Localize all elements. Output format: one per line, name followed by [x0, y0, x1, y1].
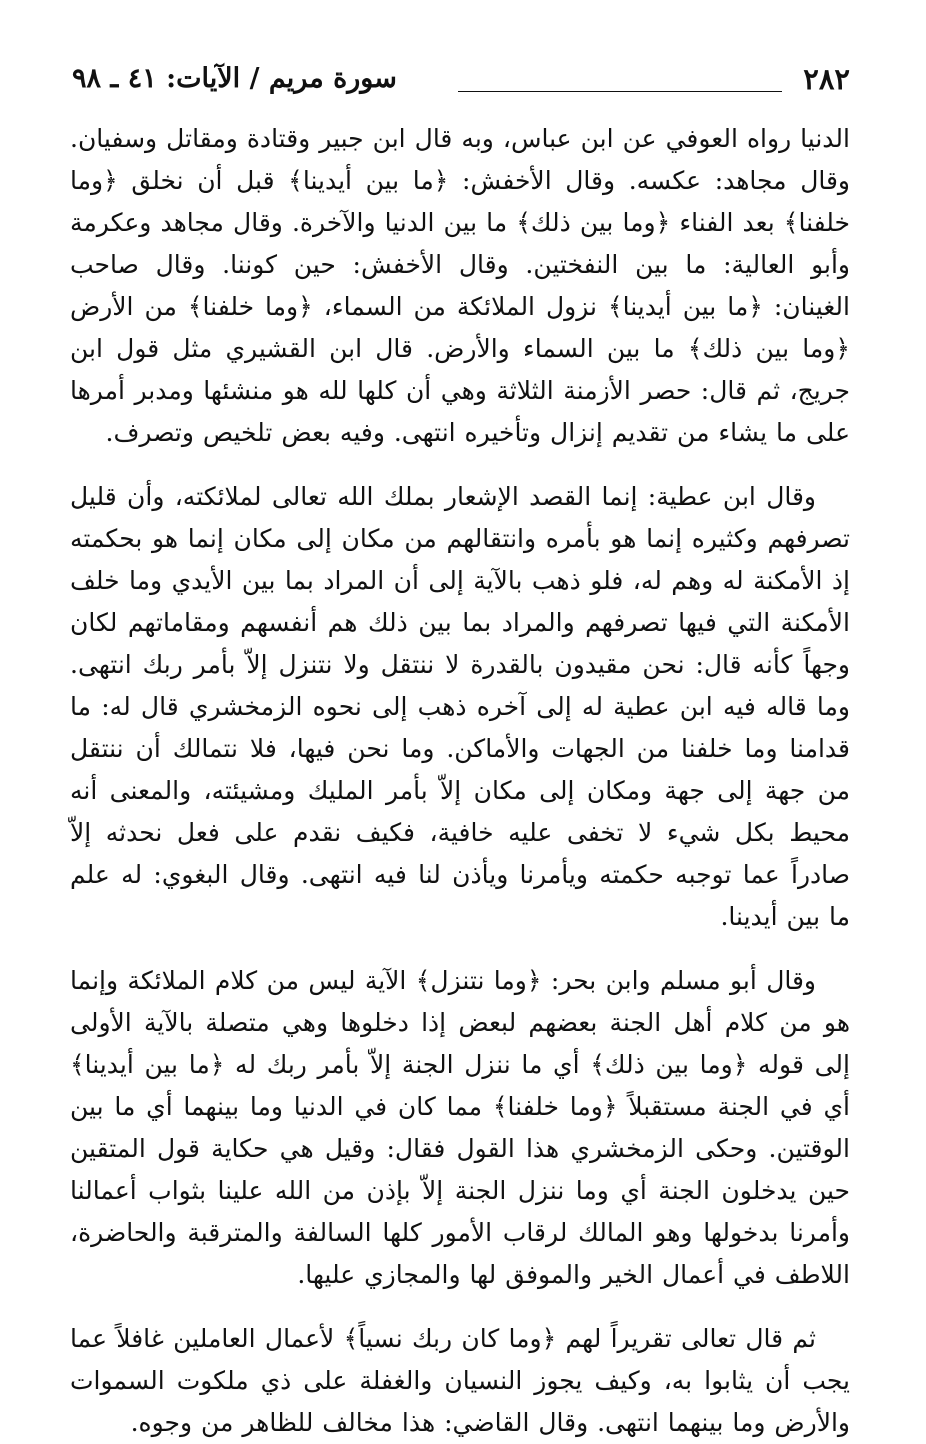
- header-rule: [458, 91, 782, 92]
- body-text: [70, 118, 850, 1444]
- paragraph-gap: [70, 454, 850, 476]
- page-number: ٢٨٢: [803, 62, 850, 96]
- running-head: [72, 58, 850, 102]
- paragraph-3: وقال أبو مسلم وابن بحر: ﴿وما نتنزل﴾ الآية ليس من كلام الملائكة وإنما هو من كلام أهل الجنة بعضهم لبعض إذا دخلوها وهي متصلة بالآية الأولى إلى قوله ﴿وما بين ذلك﴾ أي ما ننزل الجنة إلاّ بأمر ربك له ﴿ما بين أيدينا﴾ أي في الجنة مستقبلاً ﴿وما خلفنا﴾ مما كان في الدنيا وما بينهما أي ما بين الوقتين. وحكى الزمخشري هذا القول فقال: وقيل هي حكاية قول المتقين حين يدخلون الجنة أي وما ننزل الجنة إلاّ بإذن من الله علينا بثواب أعمالنا وأمرنا بدخولها وهو المالك لرقاب الأمور كلها السالفة والمترقبة والحاضرة، اللاطف في أعمال الخير والموفق لها والمجازي عليها.: [70, 966, 850, 1289]
- running-title: سورة مريم / الآيات: ٤١ ـ ٩٨: [72, 63, 397, 94]
- paragraph-gap: [70, 1296, 850, 1318]
- paragraph-4: ثم قال تعالى تقريراً لهم ﴿وما كان ربك نسياً﴾ لأعمال العاملين غافلاً عما يجب أن يثابوا به، وكيف يجوز النسيان والغفلة على ذي ملكوت السموات والأرض وما بينهما انتهى. وقال القاضي: هذا مخالف للظاهر من وجوه.: [70, 1324, 850, 1437]
- paragraph-2: وقال ابن عطية: إنما القصد الإشعار بملك الله تعالى لملائكته، وأن قليل تصرفهم وكثيره إنما هو بأمره وانتقالهم من مكان إلى مكان إنما هو بحكمته إذ الأمكنة له وهم له، فلو ذهب بالآية إلى أن المراد بما بين الأيدي وما خلف الأمكنة التي فيها تصرفهم والمراد بما بين ذلك هم أنفسهم ومقاماتهم لكان وجهاً كأنه قال: نحن مقيدون بالقدرة لا ننتقل ولا نتنزل إلاّ بأمر ربك انتهى. وما قاله فيه ابن عطية له إلى آخره ذهب إلى نحوه الزمخشري قال له: ما قدامنا وما خلفنا من الجهات والأماكن. وما نحن فيها، فلا نتمالك أن ننتقل من جهة إلى جهة ومكان إلى مكان إلاّ بأمر المليك ومشيئته، والمعنى أنه محيط بكل شيء لا تخفى عليه خافية، فكيف نقدم على فعل نحدثه إلاّ صادراً عما توجبه حكمته ويأمرنا ويأذن لنا فيه انتهى. وقال البغوي: له علم ما بين أيدينا.: [70, 482, 850, 931]
- paragraph-1: الدنيا رواه العوفي عن ابن عباس، وبه قال ابن جبير وقتادة ومقاتل وسفيان. وقال مجاهد: عكسه. وقال الأخفش: ﴿ما بين أيدينا﴾ قبل أن نخلق ﴿وما خلفنا﴾ بعد الفناء ﴿وما بين ذلك﴾ ما بين الدنيا والآخرة. وقال مجاهد وعكرمة وأبو العالية: ما بين النفختين. وقال الأخفش: حين كوننا. وقال صاحب الغينان: ﴿ما بين أيدينا﴾ نزول الملائكة من السماء، ﴿وما خلفنا﴾ من الأرض ﴿وما بين ذلك﴾ ما بين السماء والأرض. قال ابن القشيري مثل قول ابن جريج، ثم قال: حصر الأزمنة الثلاثة وهي أن كلها لله هو منشئها ومدبر أمرها على ما يشاء من تقديم إنزال وتأخيره انتهى. وفيه بعض تلخيص وتصرف.: [70, 124, 850, 447]
- paragraph-gap: [70, 938, 850, 960]
